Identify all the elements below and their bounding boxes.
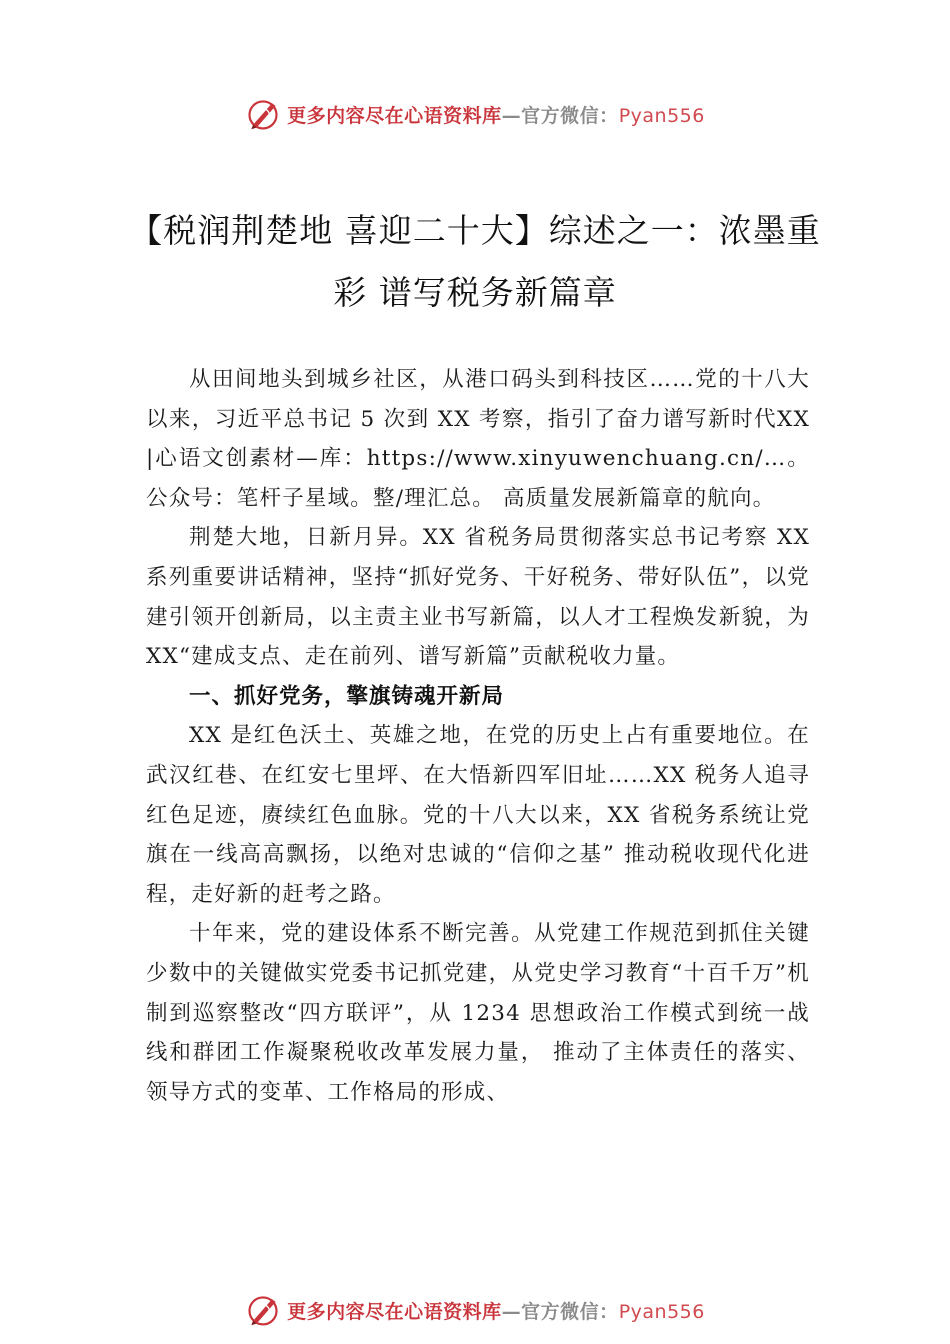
wechat-id: Pyan556 [618, 1300, 705, 1323]
document-title: 【税润荆楚地 喜迎二十大】综述之一：浓墨重彩 谱写税务新篇章 [129, 211, 821, 312]
pen-logo-icon [245, 96, 281, 132]
wechat-label: 官方微信： [521, 1300, 619, 1323]
pen-logo-icon [245, 1292, 281, 1328]
document-body [146, 360, 810, 1112]
watermark-text [287, 101, 705, 128]
footer-watermark [0, 1290, 950, 1330]
body-paragraph: 从田间地头到城乡社区，从港口码头到科技​​​区……党的十八大以来，习近平总书记 5 次到 XX 考察，指引了奋力谱写新时代XX|心语文创素材—库：https://www.xinyuwenchuang.cn/…。公众号：笔杆子星域。整/理汇总。 高质量发展新篇章的航向。 [146, 367, 810, 511]
wechat-id: Pyan556 [618, 104, 705, 127]
library-name: 更多内容尽在心语资料库 [287, 104, 502, 127]
wechat-label: 官方微信： [521, 104, 619, 127]
library-name: 更多内容尽在心语资料库 [287, 1300, 502, 1323]
section-heading: 一、抓好党务，擎旗铸魂开新局 [189, 683, 505, 709]
body-paragraph: 十年来，党的建设体系不断完善。从党建工作规范到抓住关键少数中的关键做实党委书记抓党建，从党史学习教育“十百千万”机制到巡察整改“四方联评”，从 1234 思想政治工作模式到统一战线和群团工作凝聚税收改革发展力量， 推动了主体责任的落实、领导方式的变革、工作格局的形成、 [146, 921, 810, 1105]
body-paragraph: XX 是红色沃土、英雄之地，在党的历史上占有重要地位。在武汉红巷、在红安七里坪、在大悟新四军旧址……XX 税务人追寻红色足迹，赓续红色血脉。党的十八大以来，XX 省税务系统让党旗在一线高高飘扬，以绝对忠诚的“信仰之基” 推动税收现代化进程，走好新的赶考之路。 [146, 723, 810, 907]
watermark-separator: — [501, 104, 522, 127]
header-watermark [0, 94, 950, 134]
watermark-separator: — [501, 1300, 522, 1323]
watermark-text [287, 1297, 705, 1324]
body-paragraph: 荆楚大地，日新月异。XX 省税务局贯彻落实总书记考察 XX 系列重要讲话精神，坚持“抓好党务、干好税务、带好队伍”，以党建引领开创新局，以主责主业书写新篇，以人才工程焕发新貌，为 XX“建成支点、走在前列、谱写新篇”贡献税收力量。 [146, 525, 810, 670]
